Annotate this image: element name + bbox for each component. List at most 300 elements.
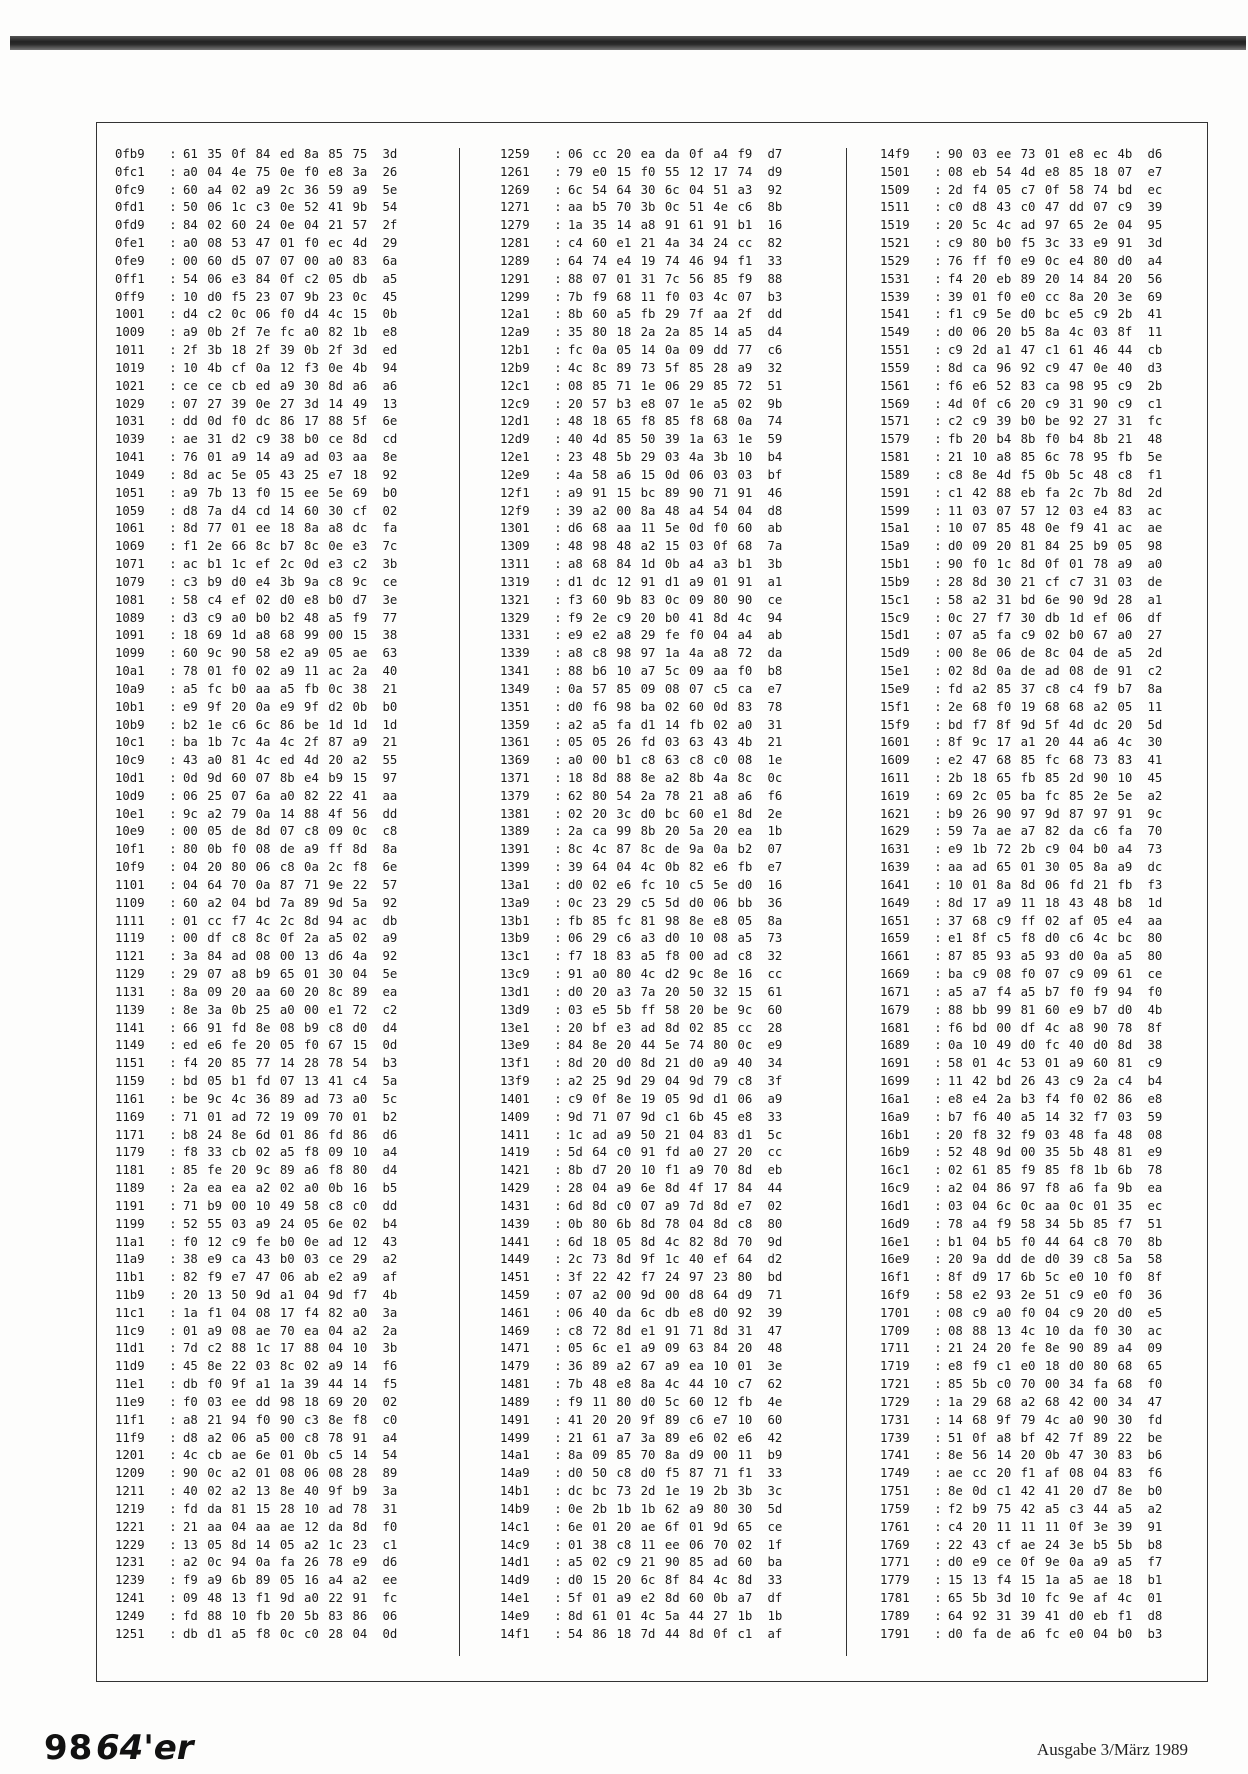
line-bytes: f9 11 80 d0 5c 60 12 fb [568, 1394, 753, 1409]
listing-line [115, 1037, 397, 1055]
listing-line [500, 1180, 782, 1198]
listing-line [500, 217, 782, 235]
line-checksum: 9b [767, 396, 783, 411]
listing-line [115, 1483, 397, 1501]
line-checksum: ea [382, 984, 398, 999]
listing-line [115, 1002, 397, 1020]
line-checksum: 92 [382, 895, 398, 910]
listing-line [115, 1376, 397, 1394]
line-bytes: 1a 35 14 a8 91 61 91 b1 [568, 218, 753, 233]
address-separator: : [934, 1288, 942, 1302]
line-address: 1219 [115, 1501, 145, 1516]
line-address: 1589 [880, 467, 910, 482]
line-bytes: 35 80 18 2a 2a 85 14 a5 [568, 325, 753, 340]
line-address: 1289 [500, 253, 530, 268]
line-checksum: 92 [382, 467, 398, 482]
line-checksum: 80 [767, 1216, 783, 1231]
line-checksum: bf [767, 467, 783, 482]
line-bytes: 90 0c a2 01 08 06 08 28 [183, 1466, 368, 1481]
line-address: 10e1 [115, 806, 145, 821]
listing-line [115, 1626, 397, 1644]
address-separator: : [934, 325, 942, 340]
address-separator: : [554, 1270, 562, 1285]
line-address: 1121 [115, 949, 145, 964]
line-checksum: 5d [1147, 717, 1163, 732]
line-bytes: 36 89 a2 67 a9 ea 10 01 [568, 1359, 753, 1374]
listing-line [500, 1216, 782, 1234]
address-separator: : [934, 877, 942, 892]
listing-line [880, 467, 1162, 485]
line-address: 1211 [115, 1484, 145, 1499]
address-separator: : [934, 824, 942, 839]
line-checksum: be [1147, 1430, 1163, 1445]
line-bytes: fd 88 10 fb 20 5b 83 86 [183, 1608, 368, 1623]
line-checksum: a4 [382, 1145, 398, 1160]
listing-line [880, 289, 1162, 307]
address-separator: : [169, 913, 177, 928]
listing-line [500, 1055, 782, 1073]
address-separator: : [169, 1323, 177, 1338]
line-address: 11d9 [115, 1359, 145, 1374]
listing-line [500, 1447, 782, 1465]
line-bytes: f0 12 c9 fe b0 0e ad 12 [183, 1234, 368, 1249]
line-bytes: b2 1e c6 6c 86 be 1d 1d [183, 717, 368, 732]
line-address: 1159 [115, 1074, 145, 1089]
line-address: 1059 [115, 503, 145, 518]
line-address: 15d1 [880, 628, 910, 643]
line-checksum: c2 [1147, 664, 1163, 679]
line-bytes: f9 a9 6b 89 05 16 a4 a2 [183, 1573, 368, 1588]
listing-line [115, 734, 397, 752]
listing-line [880, 1091, 1162, 1109]
line-address: 1241 [115, 1591, 145, 1606]
listing-line [500, 467, 782, 485]
address-separator: : [554, 681, 562, 696]
listing-line [880, 1020, 1162, 1038]
address-separator: : [169, 218, 177, 233]
line-checksum: d8 [767, 503, 783, 518]
address-separator: : [554, 913, 562, 928]
line-bytes: 4c 8c 89 73 5f 85 28 a9 [568, 360, 753, 375]
listing-line [880, 1109, 1162, 1127]
line-address: 1689 [880, 1038, 910, 1053]
line-checksum: e5 [1147, 1305, 1163, 1320]
listing-line [115, 877, 397, 895]
address-separator: : [554, 895, 562, 910]
listing-line [500, 1590, 782, 1608]
listing-line [880, 360, 1162, 378]
line-checksum: df [767, 1591, 783, 1606]
address-separator: : [554, 360, 562, 375]
line-address: 14f9 [880, 147, 910, 161]
issue-label: Ausgabe 3/März 1989 [1036, 1740, 1188, 1759]
listing-line [500, 324, 782, 342]
line-bytes: ed e6 fe 20 05 f0 67 15 [183, 1038, 368, 1053]
line-address: 1701 [880, 1305, 910, 1320]
address-separator: : [554, 1074, 562, 1089]
line-bytes: 05 05 26 fd 03 63 43 4b [568, 735, 753, 750]
address-separator: : [554, 788, 562, 803]
listing-line [115, 752, 397, 770]
line-bytes: d0 20 a3 7a 20 50 32 15 [568, 984, 753, 999]
line-address: 10f1 [115, 842, 145, 857]
line-address: 1139 [115, 1002, 145, 1017]
address-separator: : [934, 664, 942, 679]
line-address: 11b9 [115, 1288, 145, 1302]
line-checksum: 77 [382, 610, 398, 625]
listing-line [115, 503, 397, 521]
line-address: 1119 [115, 931, 145, 946]
line-address: 1129 [115, 967, 145, 982]
line-address: 1381 [500, 806, 530, 821]
line-checksum: 80 [1147, 931, 1163, 946]
line-address: 1611 [880, 770, 910, 785]
line-bytes: 39 a2 00 8a 48 a4 54 04 [568, 503, 753, 518]
line-bytes: 08 85 71 1e 06 29 85 72 [568, 378, 753, 393]
address-separator: : [554, 164, 562, 179]
listing-line [500, 1109, 782, 1127]
listing-line [500, 1554, 782, 1572]
line-checksum: 94 [382, 360, 398, 375]
address-separator: : [169, 699, 177, 714]
listing-line [500, 877, 782, 895]
listing-line [500, 1127, 782, 1145]
line-bytes: f4 20 85 77 14 28 78 54 [183, 1056, 368, 1071]
listing-line [880, 1590, 1162, 1608]
address-separator: : [169, 503, 177, 518]
listing-line [115, 1394, 397, 1412]
line-address: 1539 [880, 289, 910, 304]
line-checksum: f5 [382, 1377, 398, 1392]
line-bytes: ba 1b 7c 4a 4c 2f 87 a9 [183, 735, 368, 750]
line-address: 16b9 [880, 1145, 910, 1160]
line-address: 16d9 [880, 1216, 910, 1231]
line-address: 1431 [500, 1198, 530, 1213]
line-checksum: 58 [1147, 1252, 1163, 1267]
address-separator: : [934, 1109, 942, 1124]
address-separator: : [934, 200, 942, 215]
line-checksum: ac [1147, 1323, 1163, 1338]
line-checksum: d3 [1147, 360, 1163, 375]
address-separator: : [934, 610, 942, 625]
address-separator: : [169, 1430, 177, 1445]
address-separator: : [169, 1377, 177, 1392]
line-bytes: a5 02 c9 21 90 85 ad 60 [568, 1555, 753, 1570]
line-address: 1699 [880, 1074, 910, 1089]
line-bytes: aa b5 70 3b 0c 51 4e c6 [568, 200, 753, 215]
listing-line [880, 449, 1162, 467]
line-checksum: d8 [1147, 1608, 1163, 1623]
address-separator: : [169, 164, 177, 179]
address-separator: : [169, 1181, 177, 1196]
line-checksum: 3b [767, 557, 783, 572]
line-address: 1451 [500, 1270, 530, 1285]
line-address: 1419 [500, 1145, 530, 1160]
line-checksum: 70 [1147, 824, 1163, 839]
listing-line [880, 1234, 1162, 1252]
line-checksum: 45 [1147, 770, 1163, 785]
line-checksum: b8 [767, 664, 783, 679]
line-checksum: 5c [382, 1091, 398, 1106]
address-separator: : [169, 717, 177, 732]
line-checksum: 07 [767, 842, 783, 857]
line-bytes: 0a 10 49 d0 fc 40 d0 8d [948, 1038, 1133, 1053]
address-separator: : [934, 574, 942, 589]
listing-line [880, 1608, 1162, 1626]
line-bytes: 15 13 f4 15 1a a5 ae 18 [948, 1573, 1133, 1588]
address-separator: : [169, 1537, 177, 1552]
line-checksum: 8b [767, 200, 783, 215]
address-separator: : [169, 1056, 177, 1071]
address-separator: : [934, 646, 942, 661]
line-address: 16c9 [880, 1181, 910, 1196]
line-checksum: af [382, 1270, 398, 1285]
address-separator: : [934, 699, 942, 714]
listing-line [500, 1091, 782, 1109]
line-address: 1281 [500, 236, 530, 251]
listing-line [880, 146, 1162, 164]
line-bytes: e9 9f 20 0a e9 9f d2 0b [183, 699, 368, 714]
listing-line [500, 913, 782, 931]
line-bytes: b1 04 b5 f0 44 64 c8 70 [948, 1234, 1133, 1249]
line-checksum: 78 [1147, 1163, 1163, 1178]
listing-line [500, 520, 782, 538]
line-address: 11f9 [115, 1430, 145, 1445]
listing-line [115, 253, 397, 271]
listing-line [500, 1608, 782, 1626]
listing-line [115, 1412, 397, 1430]
line-address: 1751 [880, 1484, 910, 1499]
listing-line [500, 788, 782, 806]
line-address: 16d1 [880, 1198, 910, 1213]
address-separator: : [934, 485, 942, 500]
line-bytes: 06 25 07 6a a0 82 22 41 [183, 788, 368, 803]
line-address: 1169 [115, 1109, 145, 1124]
listing-line [500, 1287, 782, 1305]
line-checksum: 5e [382, 967, 398, 982]
listing-line [115, 966, 397, 984]
address-separator: : [169, 574, 177, 589]
line-address: 1789 [880, 1608, 910, 1623]
address-separator: : [934, 984, 942, 999]
line-bytes: 13 05 8d 14 05 a2 1c 23 [183, 1537, 368, 1552]
line-address: 1709 [880, 1323, 910, 1338]
listing-line [500, 592, 782, 610]
address-separator: : [554, 699, 562, 714]
line-address: 0fd1 [115, 200, 145, 215]
address-separator: : [554, 1234, 562, 1249]
line-checksum: df [1147, 610, 1163, 625]
line-bytes: 7b f9 68 11 f0 03 4c 07 [568, 289, 753, 304]
line-address: 1559 [880, 360, 910, 375]
line-address: 1761 [880, 1519, 910, 1534]
line-address: 15f9 [880, 717, 910, 732]
line-address: 1721 [880, 1377, 910, 1392]
top-decorative-bar [10, 36, 1246, 50]
address-separator: : [554, 1020, 562, 1035]
line-bytes: 5d 64 c0 91 fd a0 27 20 [568, 1145, 753, 1160]
line-bytes: f8 33 cb 02 a5 f8 09 10 [183, 1145, 368, 1160]
line-bytes: 20 9a dd de d0 39 c8 5a [948, 1252, 1133, 1267]
line-address: 1181 [115, 1163, 145, 1178]
line-bytes: 0a 57 85 09 08 07 c5 ca [568, 681, 753, 696]
address-separator: : [934, 182, 942, 197]
address-separator: : [934, 1555, 942, 1570]
listing-line [880, 199, 1162, 217]
line-checksum: b2 [382, 1109, 398, 1124]
address-separator: : [554, 1394, 562, 1409]
line-address: 15b1 [880, 557, 910, 572]
address-separator: : [934, 1591, 942, 1606]
line-bytes: d0 f6 98 ba 02 60 0d 83 [568, 699, 753, 714]
line-bytes: 85 fe 20 9c 89 a6 f8 80 [183, 1163, 368, 1178]
listing-line [880, 1287, 1162, 1305]
line-checksum: 32 [767, 360, 783, 375]
address-separator: : [934, 289, 942, 304]
line-checksum: b4 [1147, 1074, 1163, 1089]
line-bytes: 11 42 bd 26 43 c9 2a c4 [948, 1074, 1133, 1089]
listing-line [880, 877, 1162, 895]
line-checksum: 06 [382, 1608, 398, 1623]
line-checksum: a0 [1147, 557, 1163, 572]
line-address: 10b1 [115, 699, 145, 714]
listing-line [880, 324, 1162, 342]
line-address: 1209 [115, 1466, 145, 1481]
line-address: 13d1 [500, 984, 530, 999]
listing-line [115, 1091, 397, 1109]
listing-line [880, 966, 1162, 984]
address-separator: : [169, 396, 177, 411]
line-address: 10f9 [115, 860, 145, 875]
listing-line [115, 806, 397, 824]
line-checksum: 55 [382, 753, 398, 768]
line-address: 14b9 [500, 1501, 530, 1516]
listing-line [115, 1234, 397, 1252]
line-address: 1481 [500, 1377, 530, 1392]
line-bytes: d0 e9 ce 0f 9e 0a a9 a5 [948, 1555, 1133, 1570]
address-separator: : [169, 1608, 177, 1623]
listing-line [880, 806, 1162, 824]
address-separator: : [934, 147, 942, 161]
address-separator: : [169, 788, 177, 803]
listing-line [500, 1358, 782, 1376]
listing-line [500, 1626, 782, 1644]
line-address: 1261 [500, 164, 530, 179]
address-separator: : [554, 574, 562, 589]
address-separator: : [169, 200, 177, 215]
line-checksum: 9c [1147, 806, 1163, 821]
line-bytes: 60 a4 02 a9 2c 36 59 a9 [183, 182, 368, 197]
address-separator: : [554, 182, 562, 197]
line-checksum: c1 [1147, 396, 1163, 411]
line-bytes: f1 2e 66 8c b7 8c 0e e3 [183, 539, 368, 554]
listing-line [880, 1501, 1162, 1519]
line-bytes: 05 6c e1 a9 09 63 84 20 [568, 1341, 753, 1356]
line-bytes: 08 88 13 4c 10 da f0 30 [948, 1323, 1133, 1338]
listing-line [500, 378, 782, 396]
line-bytes: 54 06 e3 84 0f c2 05 db [183, 271, 368, 286]
line-bytes: 40 02 a2 13 8e 40 9f b9 [183, 1484, 368, 1499]
line-bytes: b7 f6 40 a5 14 32 f7 03 [948, 1109, 1133, 1124]
line-address: 12c1 [500, 378, 530, 393]
listing-line [115, 1287, 397, 1305]
line-address: 1019 [115, 360, 145, 375]
address-separator: : [169, 1359, 177, 1374]
line-address: 1011 [115, 343, 145, 358]
line-checksum: c1 [382, 1537, 398, 1552]
listing-line [880, 1358, 1162, 1376]
listing-line [500, 182, 782, 200]
listing-line [500, 841, 782, 859]
line-address: 1349 [500, 681, 530, 696]
address-separator: : [169, 592, 177, 607]
line-bytes: c3 b9 d0 e4 3b 9a c8 9c [183, 574, 368, 589]
listing-line [115, 663, 397, 681]
line-bytes: 8b 60 a5 fb 29 7f aa 2f [568, 307, 753, 322]
listing-line [500, 770, 782, 788]
address-separator: : [554, 1626, 562, 1641]
line-checksum: 5e [1147, 450, 1163, 465]
address-separator: : [554, 1377, 562, 1392]
line-bytes: 37 68 c9 ff 02 af 05 e4 [948, 913, 1133, 928]
line-bytes: dd 0d f0 dc 86 17 88 5f [183, 414, 368, 429]
line-address: 1669 [880, 967, 910, 982]
line-address: 15d9 [880, 646, 910, 661]
line-bytes: 60 9c 90 58 e2 a9 05 ae [183, 646, 368, 661]
line-address: 1549 [880, 325, 910, 340]
line-bytes: 1a 29 68 a2 68 42 00 34 [948, 1394, 1133, 1409]
line-address: 1061 [115, 521, 145, 536]
line-address: 1359 [500, 717, 530, 732]
listing-line [500, 1323, 782, 1341]
line-address: 16a9 [880, 1109, 910, 1124]
line-address: 1731 [880, 1412, 910, 1427]
listing-line [880, 1073, 1162, 1091]
listing-line [115, 146, 397, 164]
listing-line [880, 1269, 1162, 1287]
line-bytes: 01 a9 08 ae 70 ea 04 a2 [183, 1323, 368, 1338]
line-address: 1399 [500, 860, 530, 875]
line-bytes: ae cc 20 f1 af 08 04 83 [948, 1466, 1133, 1481]
line-checksum: b5 [382, 1181, 398, 1196]
line-checksum: cc [767, 967, 783, 982]
listing-line [115, 859, 397, 877]
address-separator: : [934, 717, 942, 732]
line-checksum: b1 [1147, 1573, 1163, 1588]
line-bytes: 54 86 18 7d 44 8d 0f c1 [568, 1626, 753, 1641]
address-separator: : [934, 681, 942, 696]
line-bytes: 08 c9 a0 f0 04 c9 20 d0 [948, 1305, 1133, 1320]
address-separator: : [554, 467, 562, 482]
address-separator: : [169, 325, 177, 340]
line-bytes: 8d 17 a9 11 18 43 48 b8 [948, 895, 1133, 910]
line-bytes: d0 09 20 81 84 25 b9 05 [948, 539, 1133, 554]
line-address: 1251 [115, 1626, 145, 1641]
address-separator: : [169, 236, 177, 251]
line-checksum: 61 [767, 984, 783, 999]
listing-line [880, 1626, 1162, 1644]
address-separator: : [554, 806, 562, 821]
address-separator: : [554, 1341, 562, 1356]
address-separator: : [554, 592, 562, 607]
line-bytes: c9 80 b0 f5 3c 33 e9 91 [948, 236, 1133, 251]
line-address: 1101 [115, 877, 145, 892]
line-checksum: de [1147, 574, 1163, 589]
line-checksum: b0 [382, 485, 398, 500]
line-address: 13a1 [500, 877, 530, 892]
line-bytes: 04 20 80 06 c8 0a 2c f8 [183, 860, 368, 875]
address-separator: : [169, 1555, 177, 1570]
